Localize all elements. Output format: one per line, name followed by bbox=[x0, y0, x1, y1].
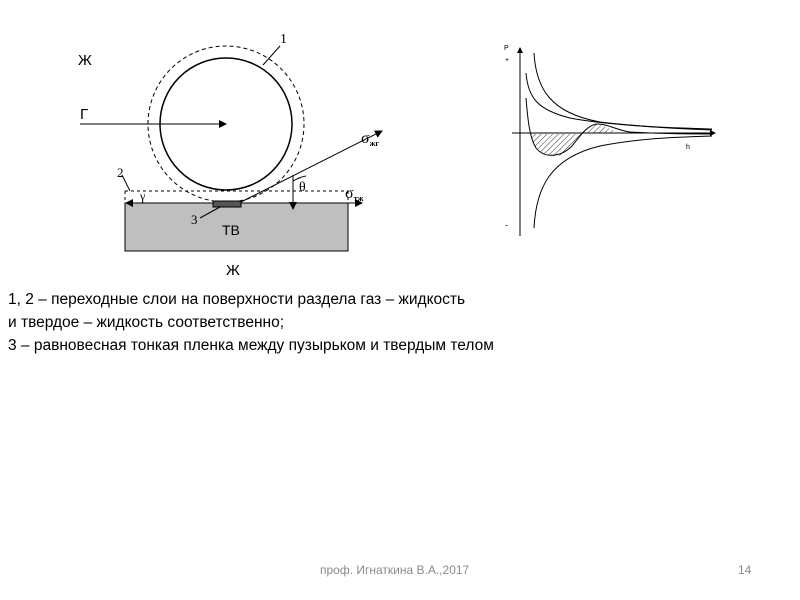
caption-line-1: 1, 2 – переходные слои на поверхности раздела газ – жидкость bbox=[8, 291, 466, 308]
label-gas: Г bbox=[80, 106, 89, 123]
curve-upper-outer bbox=[534, 53, 712, 129]
label-theta: θ bbox=[299, 180, 306, 195]
label-liquid-top: Ж bbox=[78, 52, 92, 69]
figure-caption bbox=[8, 288, 788, 357]
caption-line-3: 3 – равновесная тонкая пленка между пузырьком и твердым телом bbox=[8, 337, 494, 354]
label-minus: - bbox=[505, 220, 508, 230]
caption-line-2: и твердое – жидкость соответственно; bbox=[8, 314, 284, 331]
thin-film-3 bbox=[213, 201, 241, 207]
footer-author: проф. Игнаткина В.А.,2017 bbox=[320, 563, 470, 577]
label-plus: + bbox=[505, 57, 510, 64]
label-sigma-sl: σтж bbox=[345, 185, 364, 203]
label-film3: 3 bbox=[191, 212, 198, 227]
page-number: 14 bbox=[738, 563, 752, 577]
bubble-solid-diagram bbox=[60, 25, 390, 285]
disjoining-pressure-plot bbox=[490, 38, 725, 238]
label-layer1: 1 bbox=[280, 32, 287, 47]
label-p-axis: P bbox=[504, 45, 509, 52]
label-h-axis: h bbox=[686, 144, 690, 151]
label-sigma-lg: σжг bbox=[361, 130, 380, 148]
hatched-region-negative bbox=[530, 134, 582, 156]
label-solid: ТВ bbox=[222, 222, 240, 238]
label-gamma: γ bbox=[140, 189, 146, 203]
label-liquid-bottom: Ж bbox=[226, 262, 240, 279]
label-layer2: 2 bbox=[117, 165, 124, 180]
curve-upper-inner bbox=[526, 73, 712, 130]
layer1-leader bbox=[263, 46, 280, 65]
